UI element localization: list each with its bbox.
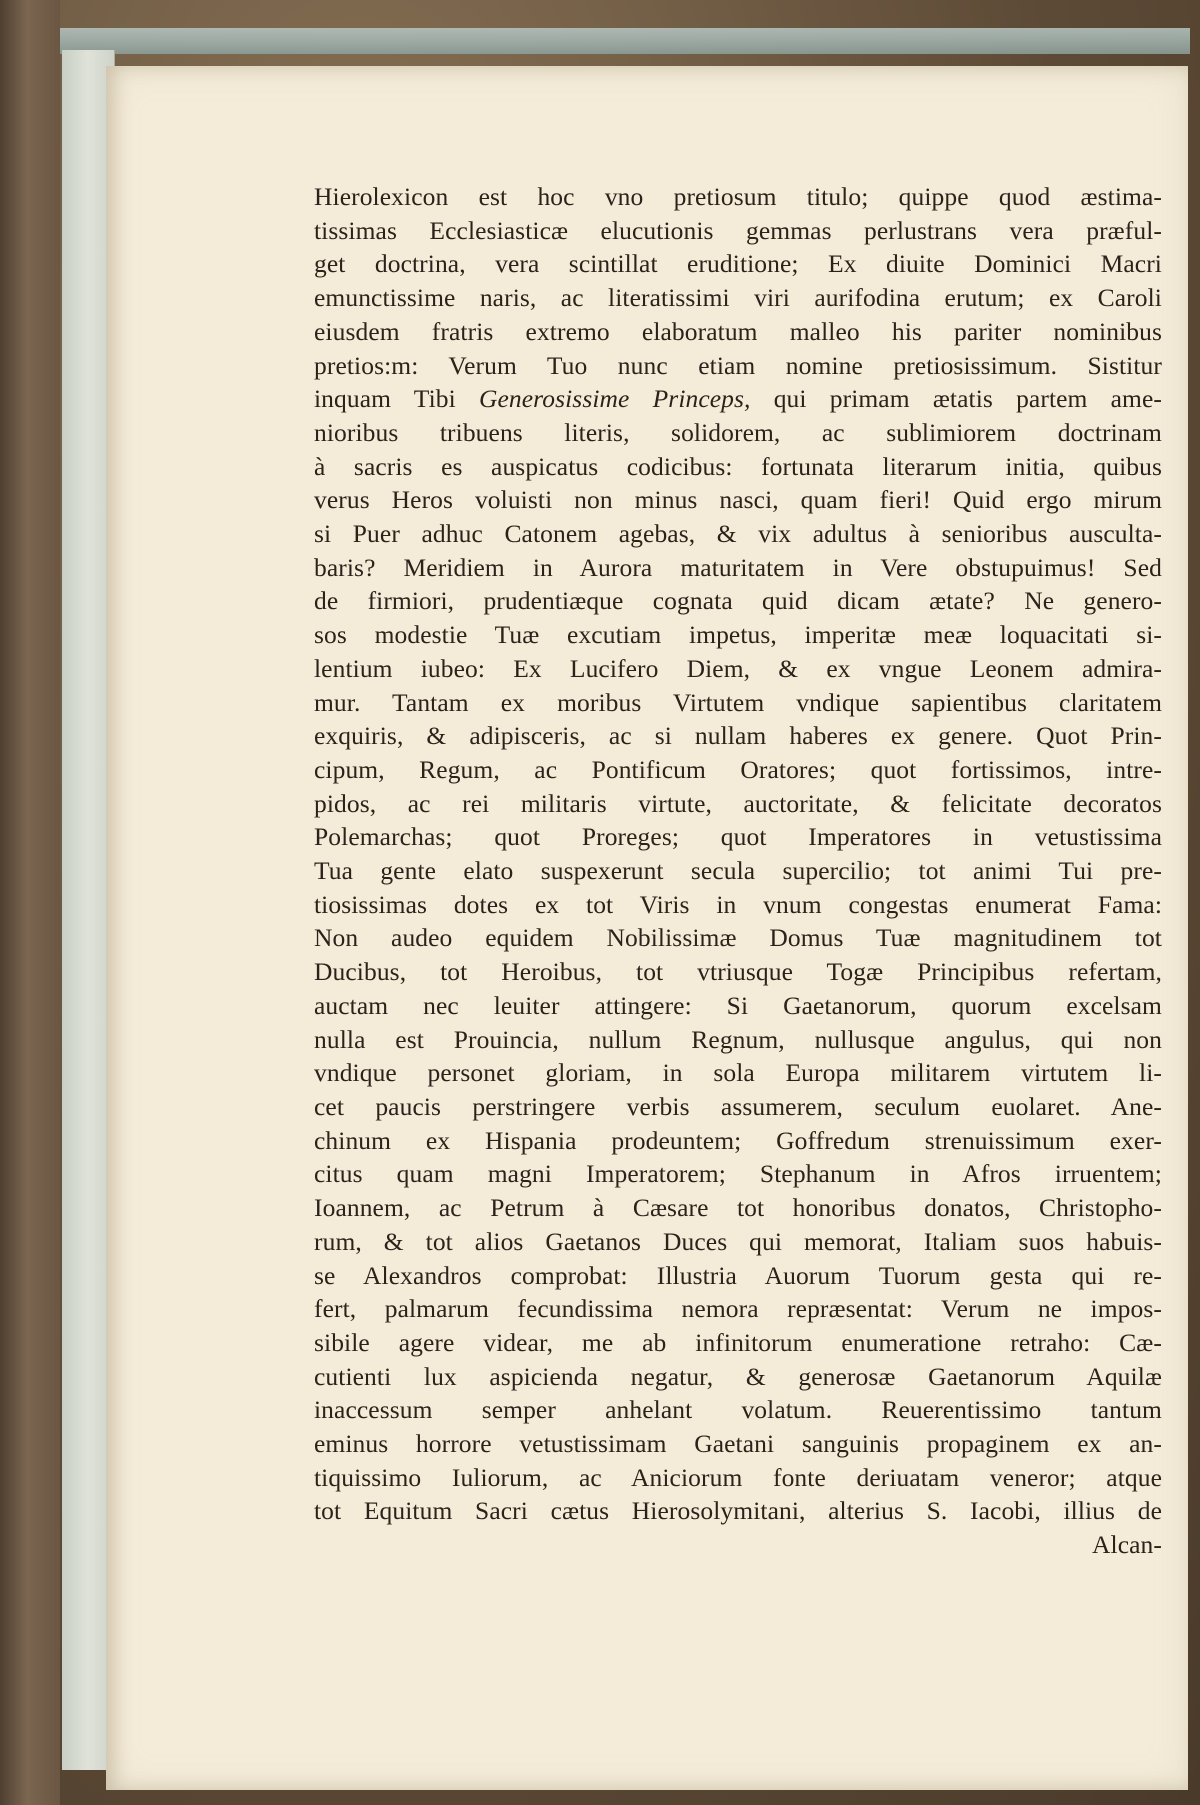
text-line: nulla est Prouincia, nullum Regnum, nullusque angulus, qui non — [314, 1024, 1162, 1054]
text-line: lentium iubeo: Ex Lucifero Diem, & ex vngue Leonem admira- — [314, 653, 1162, 683]
text-line: mur. Tantam ex moribus Virtutem vndique sapientibus claritatem — [314, 687, 1162, 717]
text-line: pidos, ac rei militaris virtute, auctoritate, & felicitate decoratos — [314, 788, 1162, 818]
text-line: rum, & tot alios Gaetanos Duces qui memorat, Italiam suos habuis- — [314, 1226, 1162, 1256]
text-line: sos modestie Tuæ excutiam impetus, imperitæ meæ loquacitati si- — [314, 620, 1162, 650]
catchword: Alcan- — [1092, 1530, 1162, 1560]
text-line: verus Heros voluisti non minus nasci, quam fieri! Quid ergo mirum — [314, 485, 1162, 515]
page-text — [314, 180, 1162, 1562]
text-line: inaccessum semper anhelant volatum. Reuerentissimo tantum — [314, 1395, 1162, 1425]
text-line: pretios:m: Verum Tuo nunc etiam nomine pretiosissimum. Sistitur — [314, 350, 1162, 380]
text-line: Non audeo equidem Nobilissimæ Domus Tuæ magnitudinem tot — [314, 923, 1162, 953]
endpaper-top-strip — [60, 28, 1190, 54]
text-line: tiosissimas dotes ex tot Viris in vnum congestas enumerat Fama: — [314, 889, 1162, 919]
italic-dedicatee: Generosissime Princeps, — [478, 384, 751, 414]
text-line: cipum, Regum, ac Pontificum Oratores; quot fortissimos, intre- — [314, 754, 1162, 784]
text-line: chinum ex Hispania prodeuntem; Goffredum strenuissimum exer- — [314, 1125, 1162, 1155]
text-line: Ducibus, tot Heroibus, tot vtriusque Togæ Principibus refertam, — [314, 957, 1162, 987]
text-line: eiusdem fratris extremo elaboratum malleo his pariter nominibus — [314, 316, 1162, 346]
text-line: à sacris es auspicatus codicibus: fortunata literarum initia, quibus — [314, 451, 1162, 481]
text-line: Ioannem, ac Petrum à Cæsare tot honoribus donatos, Christopho- — [314, 1193, 1162, 1223]
text-line: inquam Tibi Generosissime Princeps, qui primam ætatis partem ame- — [314, 384, 1163, 414]
text-line: tissimas Ecclesiasticæ elucutionis gemmas perlustrans vera præful- — [314, 215, 1162, 245]
text-line: baris? Meridiem in Aurora maturitatem in Vere obstupuimus! Sed — [314, 552, 1162, 582]
text-line: sibile agere videar, me ab infinitorum enumeratione retraho: Cæ- — [314, 1327, 1162, 1357]
text-line: auctam nec leuiter attingere: Si Gaetanorum, quorum excelsam — [314, 990, 1162, 1020]
text-line: nioribus tribuens literis, solidorem, ac sublimiorem doctrinam — [314, 417, 1162, 447]
text-line: Tua gente elato suspexerunt secula supercilio; tot animi Tui pre- — [314, 856, 1162, 886]
text-line: citus quam magni Imperatorem; Stephanum in Afros irruentem; — [314, 1159, 1162, 1189]
text-line: emunctissime naris, ac literatissimi viri aurifodina erutum; ex Caroli — [314, 283, 1162, 313]
text-line: Polemarchas; quot Proreges; quot Imperatores in vetustissima — [314, 822, 1162, 852]
text-line: get doctrina, vera scintillat eruditione; Ex diuite Dominici Macri — [314, 249, 1162, 279]
text-line: si Puer adhuc Catonem agebas, & vix adultus à senioribus auscultа- — [314, 519, 1162, 549]
text-line: eminus horrore vetustissimam Gaetani sanguinis propaginem ex an- — [314, 1429, 1162, 1459]
text-line: de firmiori, prudentiæque cognata quid dicam ætate? Ne genero- — [314, 586, 1162, 616]
text-line: exquiris, & adipisceris, ac si nullam haberes ex genere. Quot Prin- — [314, 721, 1162, 751]
text-line: tot Equitum Sacri cætus Hierosolymitani, alterius S. Iacobi, illius de — [314, 1496, 1162, 1526]
text-line: vndique personet gloriam, in sola Europa militarem virtutem li- — [314, 1058, 1162, 1088]
text-line: fert, palmarum fecundissima nemora repræsentat: Verum ne impos- — [314, 1294, 1162, 1324]
text-line: cet paucis perstringere verbis assumerem, seculum euolaret. Ane- — [314, 1091, 1162, 1121]
binding-spine — [0, 0, 60, 1805]
text-line: Hierolexicon est hoc vno pretiosum titulo; quippe quod æstima- — [314, 182, 1162, 211]
text-line: cutienti lux aspicienda negatur, & generosæ Gaetanorum Aquilæ — [314, 1361, 1162, 1391]
text-line: tiquissimo Iuliorum, ac Aniciorum fonte deriuatam veneror; atque — [314, 1462, 1162, 1492]
text-line: se Alexandros comprobat: Illustria Auorum Tuorum gesta qui re- — [314, 1260, 1162, 1290]
